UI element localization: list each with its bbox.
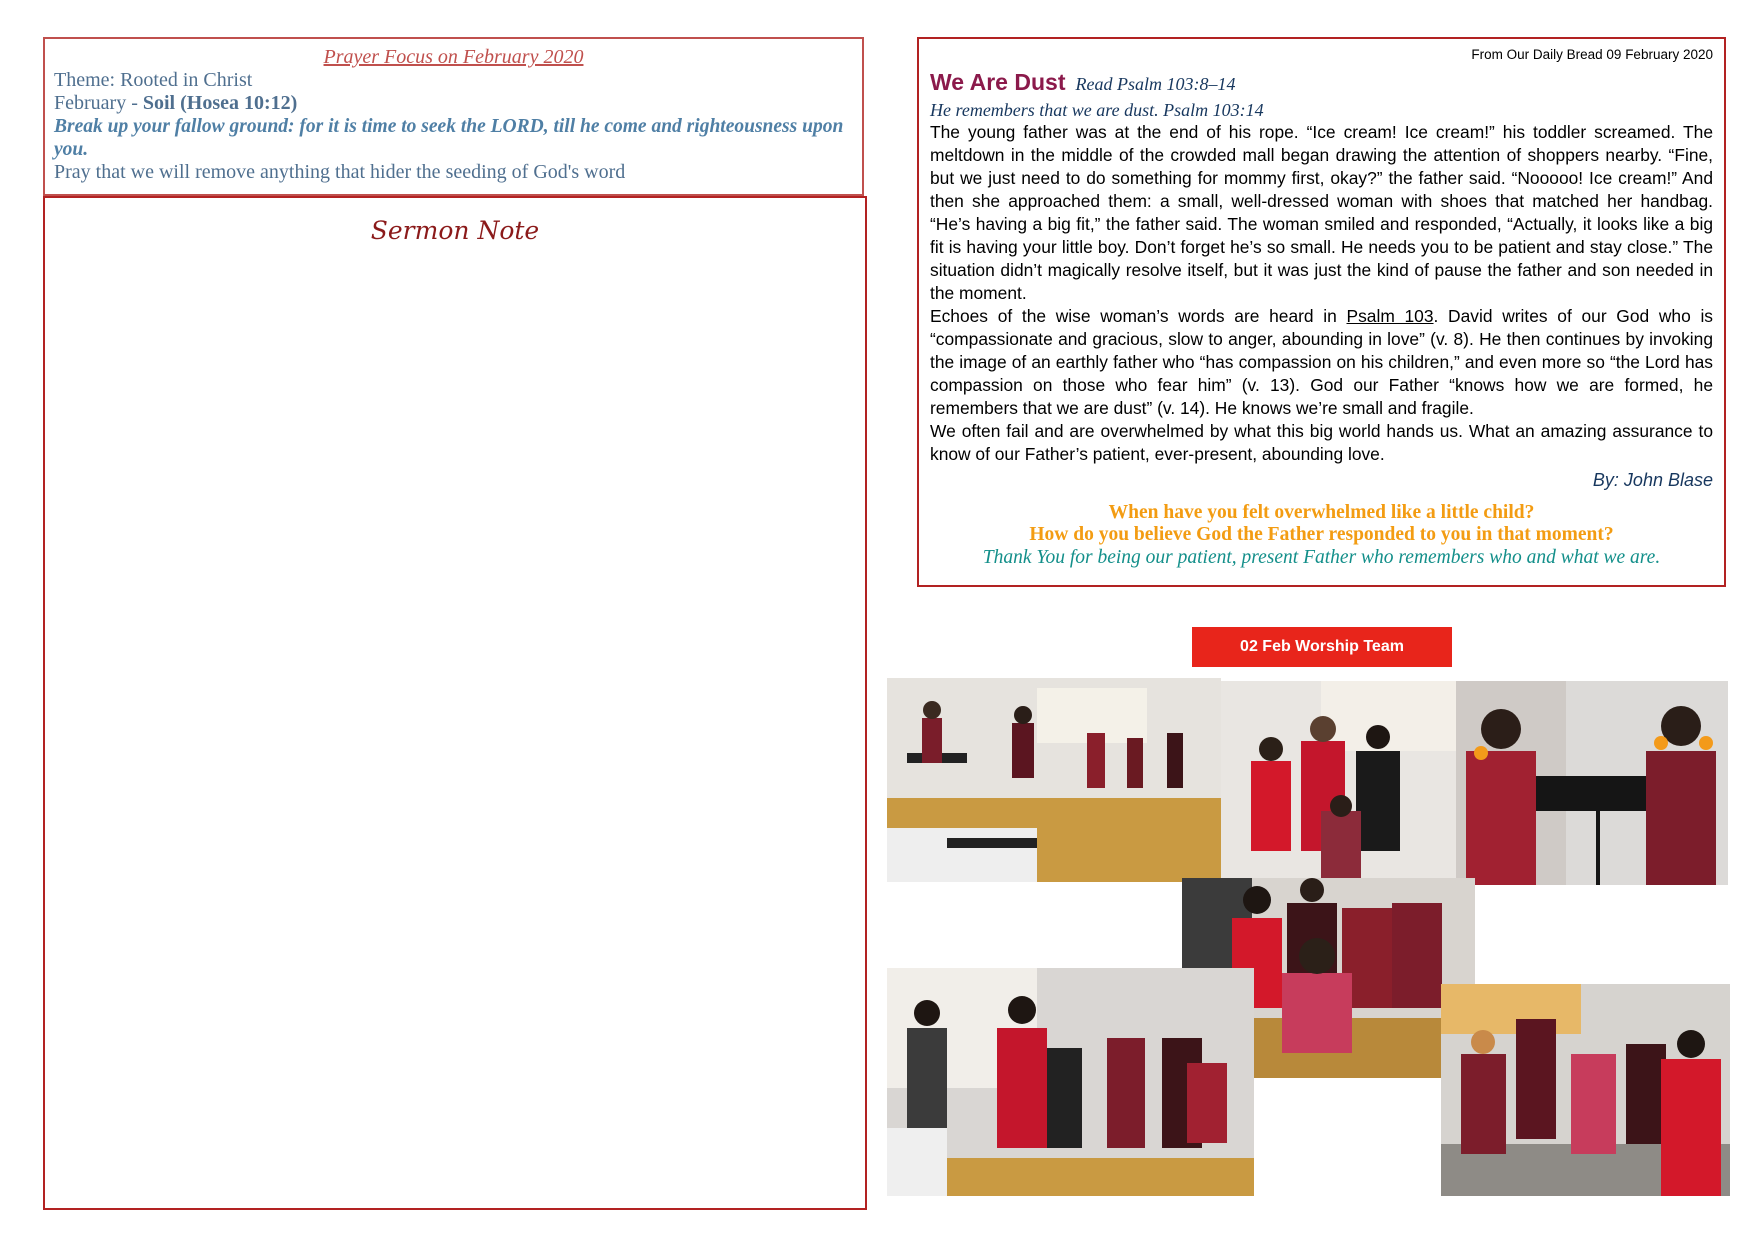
reflection-question-1: When have you felt overwhelmed like a little child? bbox=[1108, 502, 1535, 523]
prayer-request: Pray that we will remove anything that hider the seeding of God's word bbox=[54, 161, 626, 183]
devotional-source: From Our Daily Bread 09 February 2020 bbox=[1471, 47, 1713, 62]
prayer-focus-box bbox=[43, 37, 864, 196]
reflection-block bbox=[930, 502, 1713, 569]
sermon-note-box bbox=[43, 196, 867, 1210]
devotional-paragraph-1: The young father was at the end of his rope. “Ice cream! Ice cream!” his toddler screamed. The meltdown in the middle of the crowded mall began drawing the attention of shoppers nearby. “Fine, but we just need to do something for mommy first, okay?” the father said. “Nooooo! Ice cream!” And then she approached them: a small, well-dressed woman with shoes that matched her handbag. “He’s having a big fit,” the father said. The woman smiled and responded, “Actually, it looks like a big fit is having your little boy. Don’t forget he’s so small. He needs you to be patient and stay close.” The situation didn’t magically resolve itself, but it was just the kind of pause the father and son needed in the moment. bbox=[930, 122, 1713, 303]
prayer-month-focus: Soil (Hosea 10:12) bbox=[142, 92, 298, 114]
worship-team-label: 02 Feb Worship Team bbox=[1192, 627, 1452, 667]
devotional-title: We Are Dust bbox=[930, 69, 1066, 95]
worship-photo-band-stage bbox=[887, 678, 1221, 882]
closing-prayer: Thank You for being our patient, present Father who remembers who and what we are. bbox=[982, 547, 1661, 568]
devotional-key-verse: He remembers that we are dust. Psalm 103:14 bbox=[930, 100, 1264, 120]
prayer-month-line bbox=[54, 92, 853, 115]
worship-photo-singers bbox=[1456, 681, 1728, 885]
devotional-paragraph-3: We often fail and are overwhelmed by what this big world hands us. What an amazing assurance to know of our Father’s patient, ever-present, abounding love. bbox=[930, 421, 1713, 464]
prayer-verse: Break up your fallow ground: for it is time to seek the LORD, till he come and righteousness upon you. bbox=[54, 116, 844, 160]
reflection-question-2: How do you believe God the Father responded to you in that moment? bbox=[1029, 524, 1614, 545]
paragraph-2-lead: Echoes of the wise woman’s words are heard in bbox=[930, 306, 1347, 326]
paragraph-2-rest: . David writes of our God who is “compassionate and gracious, slow to anger, abounding in love” (v. 8). He then continues by invoking the image of an earthly father who “has compassion on his children,” and even more so “the Lord has compassion on those who fear him” (v. 13). God our Father “knows how we are formed, he remembers that we are dust” (v. 14). He knows we’re small and fragile. bbox=[930, 306, 1714, 418]
devotional-paragraph-2 bbox=[930, 305, 1713, 420]
worship-photo-band-lights bbox=[887, 968, 1254, 1196]
prayer-theme: Theme: Rooted in Christ bbox=[54, 69, 253, 91]
devotional-heading bbox=[930, 69, 1713, 99]
devotional-author: By: John Blase bbox=[1592, 470, 1713, 490]
prayer-month-prefix: February - bbox=[54, 92, 143, 114]
worship-photo-prayer bbox=[1441, 984, 1730, 1196]
prayer-focus-title: Prayer Focus on February 2020 bbox=[323, 46, 584, 68]
sermon-note-title: Sermon Note bbox=[370, 216, 540, 245]
devotional-box bbox=[917, 37, 1726, 587]
devotional-reading: Read Psalm 103:8–14 bbox=[1075, 74, 1236, 94]
worship-photo-group-top bbox=[1221, 681, 1459, 881]
psalm-103-link[interactable]: Psalm 103 bbox=[1346, 306, 1434, 326]
